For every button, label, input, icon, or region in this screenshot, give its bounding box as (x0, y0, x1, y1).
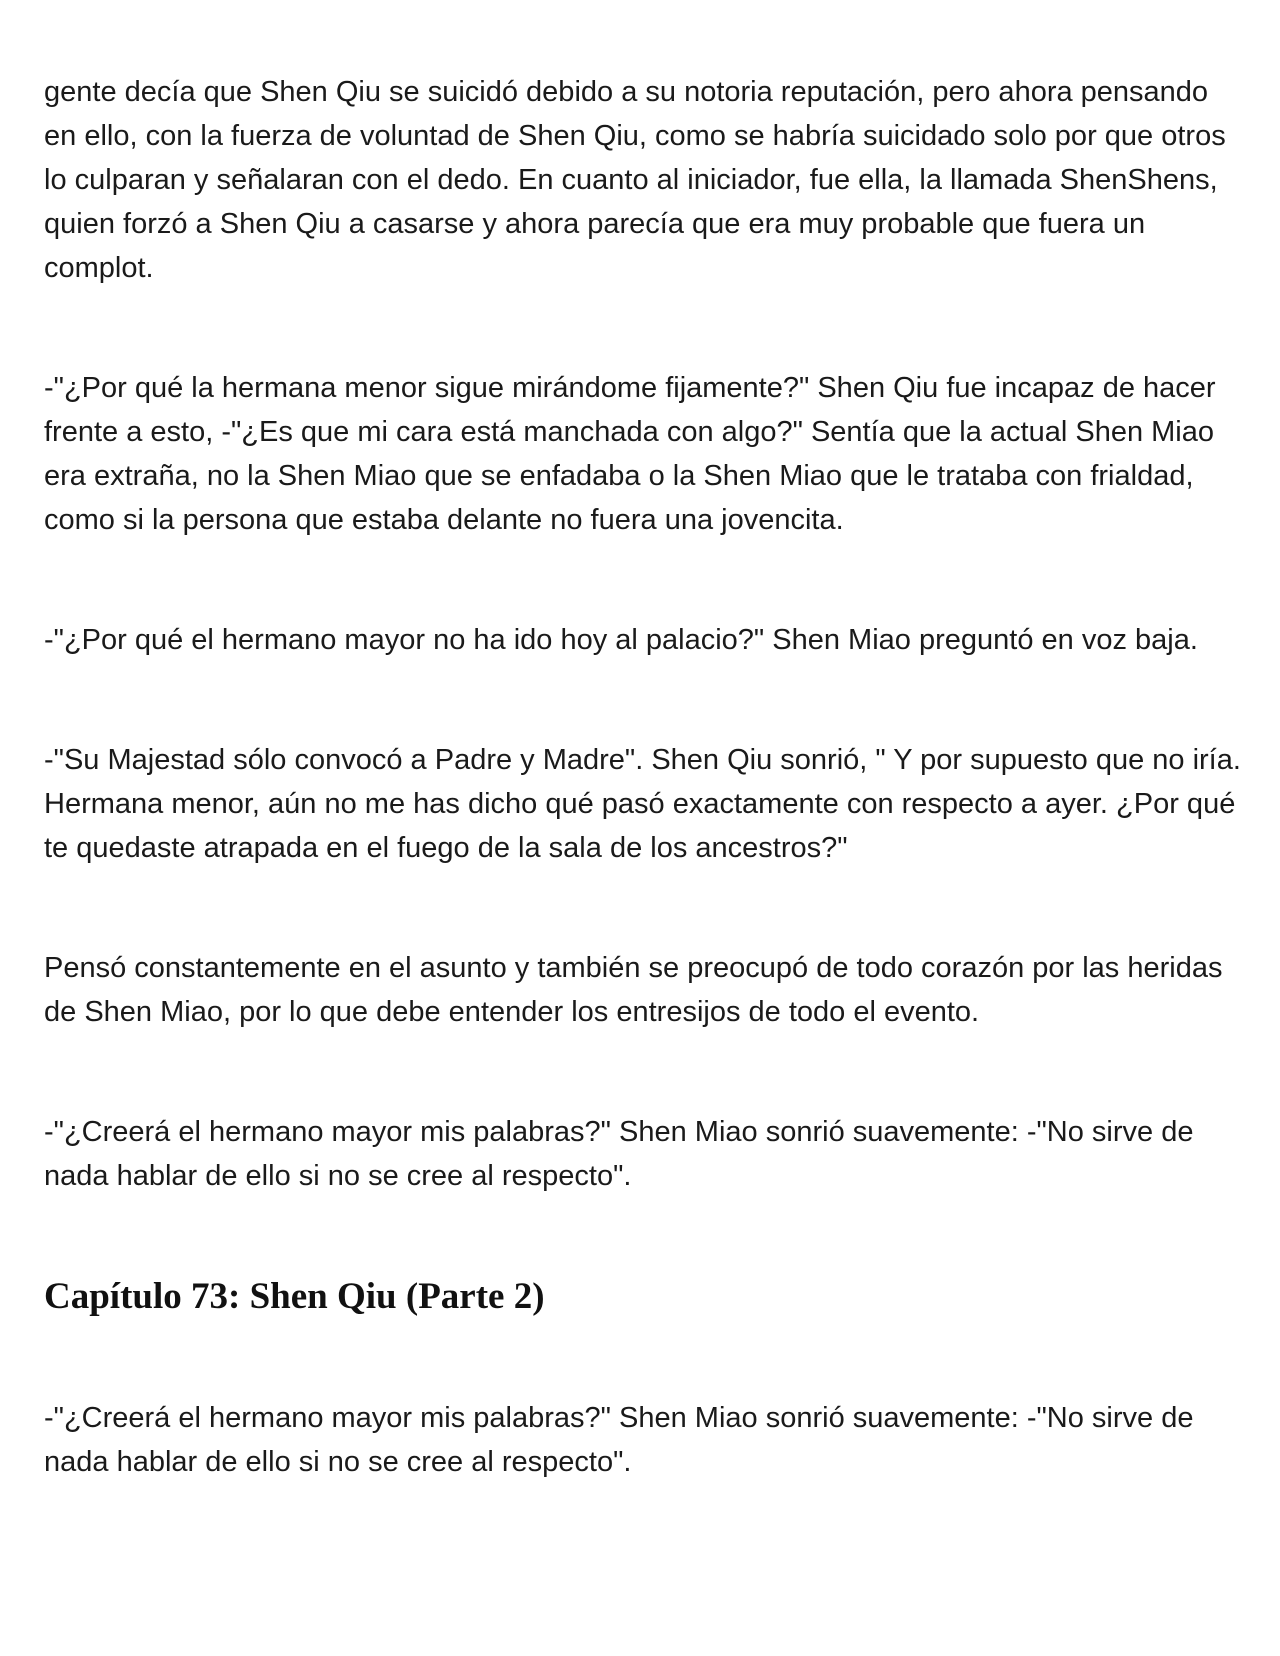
paragraph-gap (44, 662, 1244, 738)
chapter-heading: Capítulo 73: Shen Qiu (Parte 2) (44, 1276, 545, 1317)
document-page (44, 70, 1244, 1484)
paragraph-5: Pensó constantemente en el asunto y también se preocupó de todo corazón por las heridas de Shen Miao, por lo que debe entender los entresijos de todo el evento. (44, 952, 1223, 1028)
paragraph-gap (44, 542, 1244, 618)
paragraph-6: -"¿Creerá el hermano mayor mis palabras?" Shen Miao sonrió suavemente: -"No sirve de nada hablar de ello si no se cree al respecto". (44, 1116, 1194, 1192)
paragraph-1: gente decía que Shen Qiu se suicidó debido a su notoria reputación, pero ahora pensando en ello, con la fuerza de voluntad de Shen Qiu, como se habría suicidado solo por que otros lo culparan y señalaran con el dedo. En cuanto al iniciador, fue ella, la llamada ShenShens, quien forzó a Shen Qiu a casarse y ahora parecía que era muy probable que fuera un complot. (44, 76, 1226, 284)
paragraph-4: -"Su Majestad sólo convocó a Padre y Madre". Shen Qiu sonrió, " Y por supuesto que no iría. Hermana menor, aún no me has dicho qué pasó exactamente con respecto a ayer. ¿Por qué te quedaste atrapada en el fuego de la sala de los ancestros?" (44, 744, 1241, 864)
paragraph-3: -"¿Por qué el hermano mayor no ha ido hoy al palacio?" Shen Miao preguntó en voz baja. (44, 624, 1198, 656)
paragraph-gap (44, 1198, 1244, 1272)
paragraph-gap (44, 1034, 1244, 1110)
paragraph-gap (44, 1322, 1244, 1396)
paragraph-gap (44, 870, 1244, 946)
paragraph-2: -"¿Por qué la hermana menor sigue mirándome fijamente?" Shen Qiu fue incapaz de hacer frente a esto, -"¿Es que mi cara está manchada con algo?" Sentía que la actual Shen Miao era extraña, no la Shen Miao que se enfadaba o la Shen Miao que le trataba con frialdad, como si la persona que estaba delante no fuera una jovencita. (44, 372, 1216, 536)
paragraph-7: -"¿Creerá el hermano mayor mis palabras?" Shen Miao sonrió suavemente: -"No sirve de nada hablar de ello si no se cree al respecto". (44, 1402, 1194, 1478)
paragraph-gap (44, 290, 1244, 366)
